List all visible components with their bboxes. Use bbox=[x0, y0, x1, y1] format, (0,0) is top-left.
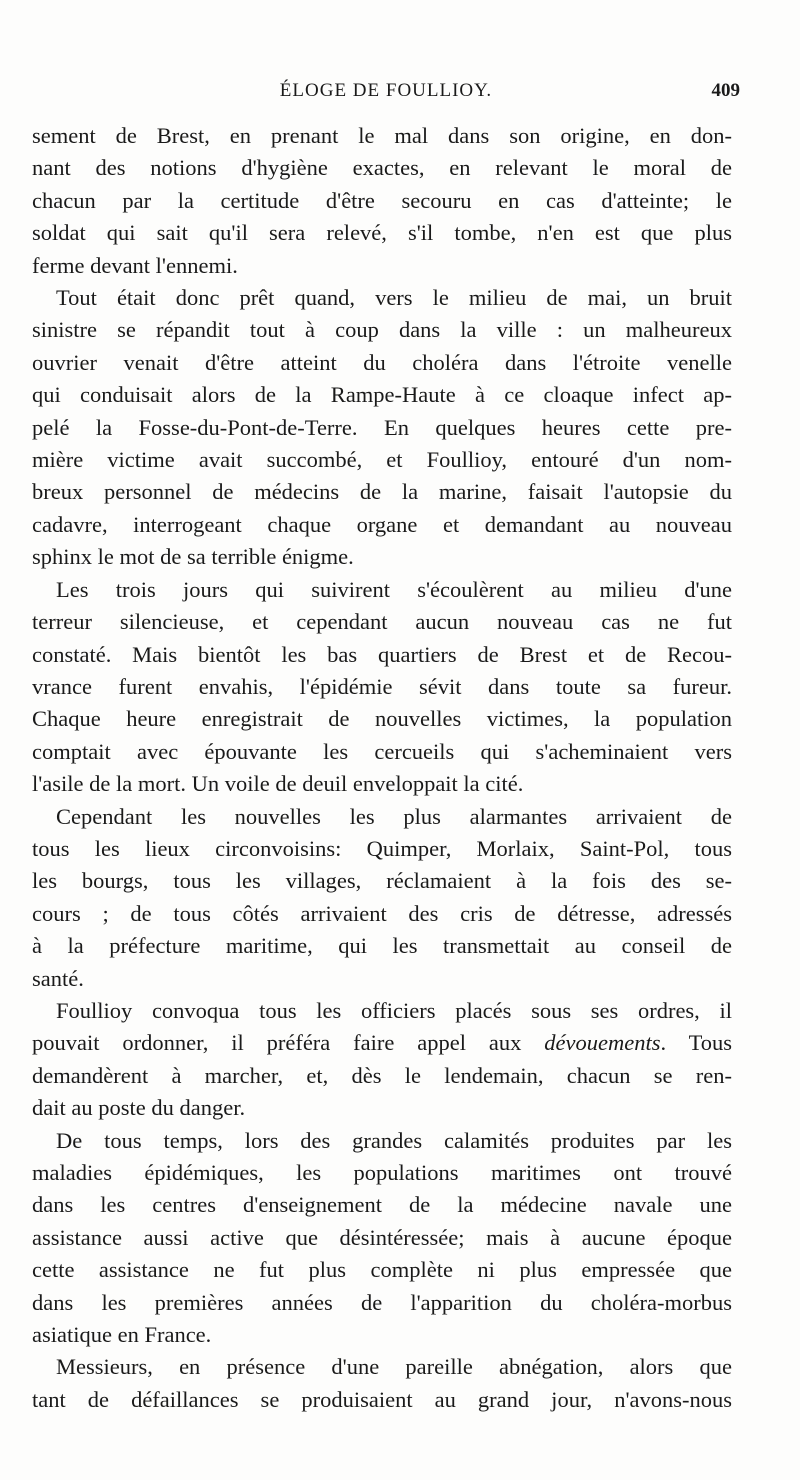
text-line: mière victime avait succombé, et Foullioy, entouré d'un nom- bbox=[32, 447, 732, 473]
text-line: qui conduisait alors de la Rampe-Haute à ce cloaque infect ap- bbox=[32, 382, 732, 408]
paragraph-3 bbox=[32, 574, 732, 801]
page-number: 409 bbox=[711, 80, 740, 101]
text-line: l'asile de la mort. Un voile de deuil enveloppait la cité. bbox=[32, 771, 524, 797]
text-line: tant de défaillances se produisaient au grand jour, n'avons-nous bbox=[32, 1386, 732, 1412]
text-line: les bourgs, tous les villages, réclamaient à la fois des se- bbox=[32, 868, 732, 894]
text-line: maladies épidémiques, les populations maritimes ont trouvé bbox=[32, 1160, 732, 1185]
text-line: comptait avec épouvante les cercueils qui s'acheminaient vers bbox=[32, 738, 732, 764]
paragraph-4 bbox=[32, 801, 732, 995]
text-line: cette assistance ne fut plus complète ni plus empressée que bbox=[32, 1257, 732, 1283]
text-line: assistance aussi active que désintéressée; mais à aucune époque bbox=[32, 1224, 732, 1250]
running-title: ÉLOGE DE FOULLIOY. bbox=[279, 80, 493, 101]
text-line: sphinx le mot de sa terrible énigme. bbox=[32, 544, 354, 570]
paragraph-5 bbox=[32, 995, 732, 1125]
text-line: Les trois jours qui suivirent s'écoulèrent au milieu d'une bbox=[56, 576, 732, 602]
text-line: dans les centres d'enseignement de la médecine navale une bbox=[32, 1192, 732, 1218]
text-line: sinistre se répandit tout à coup dans la ville : un malheureux bbox=[32, 317, 732, 343]
body-text bbox=[32, 120, 732, 1416]
text-line: dans les premières années de l'apparition du choléra-morbus bbox=[32, 1289, 732, 1315]
text-line: cours ; de tous côtés arrivaient des cris de détresse, adressés bbox=[32, 900, 732, 926]
text-line: demandèrent à marcher, et, dès le lendemain, chacun se ren- bbox=[32, 1062, 732, 1088]
text-line-with-emphasis bbox=[32, 1027, 732, 1059]
text-line: ferme devant l'ennemi. bbox=[32, 252, 238, 278]
text-line: De tous temps, lors des grandes calamités produites par les bbox=[56, 1127, 732, 1153]
text-line: nant des notions d'hygiène exactes, en relevant le moral de bbox=[32, 155, 732, 181]
text-line: Cependant les nouvelles les plus alarmantes arrivaient de bbox=[56, 803, 732, 829]
text-line: asiatique en France. bbox=[32, 1322, 212, 1348]
text-line: soldat qui sait qu'il sera relevé, s'il tombe, n'en est que plus bbox=[32, 220, 732, 246]
text-line: vrance furent envahis, l'épidémie sévit dans toute sa fureur. bbox=[32, 673, 732, 699]
text-line: terreur silencieuse, et cependant aucun nouveau cas ne fut bbox=[32, 609, 732, 635]
emphasized-word: dévouements bbox=[544, 1030, 661, 1056]
text-line: Foullioy convoqua tous les officiers placés sous ses ordres, il bbox=[56, 997, 732, 1023]
text-line: breux personnel de médecins de la marine, faisait l'autopsie du bbox=[32, 479, 732, 505]
paragraph-7 bbox=[32, 1351, 732, 1416]
text-line: pelé la Fosse-du-Pont-de-Terre. En quelques heures cette pre- bbox=[32, 414, 732, 440]
text-line: cadavre, interrogeant chaque organe et demandant au nouveau bbox=[32, 511, 732, 537]
text-line: santé. bbox=[32, 965, 84, 991]
text-line: Tout était donc prêt quand, vers le milieu de mai, un bruit bbox=[56, 285, 732, 311]
page-header bbox=[32, 80, 740, 108]
text-line: chacun par la certitude d'être secouru en cas d'atteinte; le bbox=[32, 187, 732, 213]
paragraph-1 bbox=[32, 120, 732, 282]
text-line: constaté. Mais bientôt les bas quartiers de Brest et de Recou- bbox=[32, 641, 732, 667]
text-line: ouvrier venait d'être atteint du choléra dans l'étroite venelle bbox=[32, 349, 732, 375]
paragraph-6 bbox=[32, 1125, 732, 1352]
text-line: sement de Brest, en prenant le mal dans son origine, en don- bbox=[32, 123, 732, 148]
text-line: Chaque heure enregistrait de nouvelles victimes, la population bbox=[32, 706, 732, 732]
paragraph-2 bbox=[32, 282, 732, 574]
text-line: à la préfecture maritime, qui les transmettait au conseil de bbox=[32, 933, 732, 959]
text-line: dait au poste du danger. bbox=[32, 1095, 246, 1121]
text-line: Messieurs, en présence d'une pareille abnégation, alors que bbox=[56, 1354, 732, 1380]
text-line: tous les lieux circonvoisins: Quimper, Morlaix, Saint-Pol, tous bbox=[32, 835, 732, 861]
text-fragment: . Tous bbox=[660, 1030, 733, 1056]
text-fragment: pouvait ordonner, il préféra faire appel aux bbox=[32, 1030, 545, 1056]
